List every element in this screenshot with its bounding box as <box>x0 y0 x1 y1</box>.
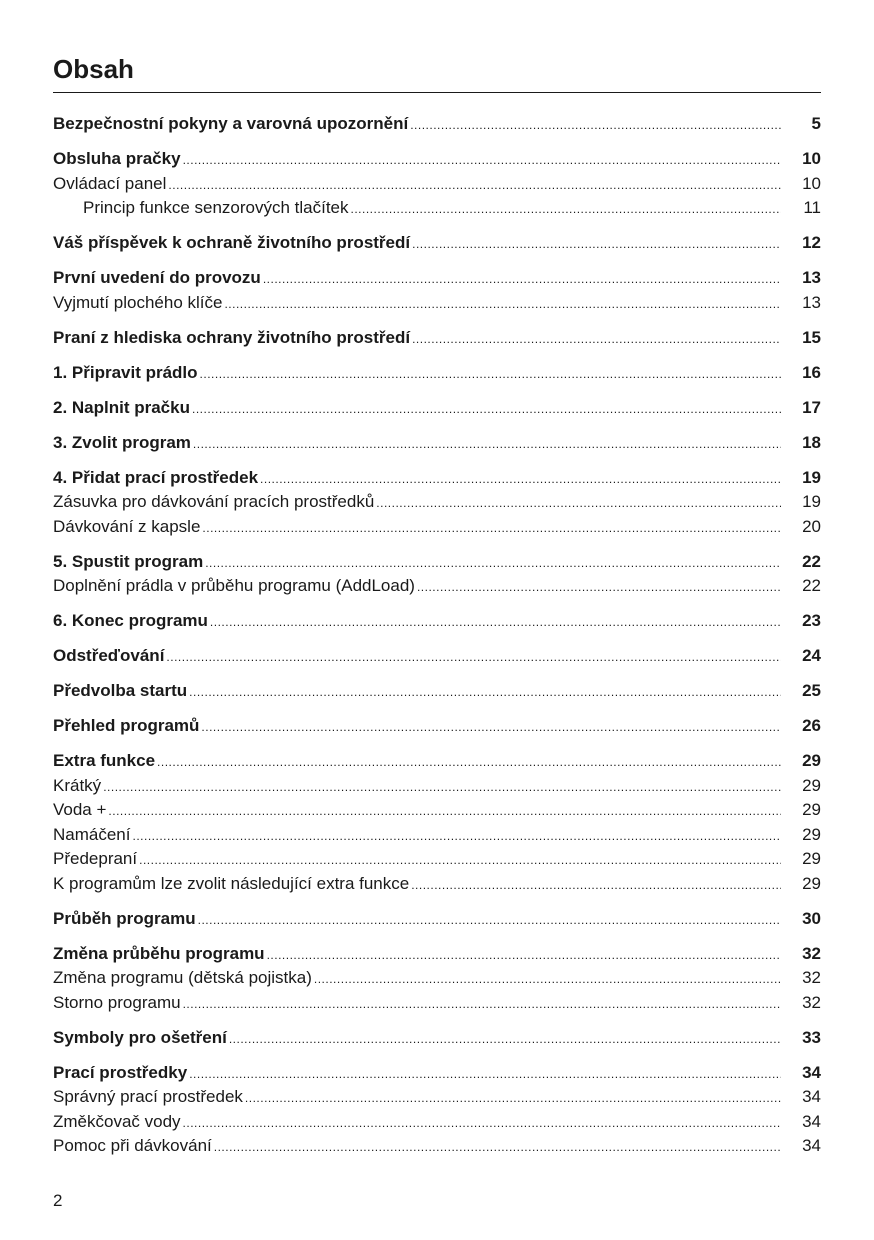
toc-entry-page: 5 <box>811 114 821 133</box>
dot-leader <box>208 609 781 635</box>
toc-entry <box>53 991 821 1016</box>
dot-leader <box>137 847 781 873</box>
dot-leader <box>312 966 781 992</box>
toc-entry-page: 23 <box>802 611 821 630</box>
dot-leader <box>164 644 781 670</box>
dot-leader <box>187 1061 781 1087</box>
toc-entry <box>53 966 821 991</box>
toc-entry-title: Obsluha pračky <box>53 149 181 168</box>
title-divider <box>53 92 821 93</box>
toc-entry-title: Namáčení <box>53 824 131 844</box>
toc-entry-title: Váš příspěvek k ochraně životního prostředí <box>53 233 411 252</box>
toc-entry-page: 32 <box>802 992 821 1012</box>
toc-entry-page: 20 <box>802 516 821 536</box>
dot-leader <box>265 942 781 968</box>
toc-entry-page: 34 <box>802 1136 821 1155</box>
toc-entry-page: 22 <box>802 576 821 595</box>
toc-entry-page: 24 <box>802 646 821 665</box>
toc-entry <box>53 609 821 634</box>
dot-leader <box>227 1026 781 1052</box>
toc-entry-title: Změna programu (dětská pojistka) <box>53 968 312 987</box>
toc-entry-page: 34 <box>802 1062 821 1082</box>
toc-entry-page: 25 <box>802 681 821 700</box>
toc-entry-title: Správný prací prostředek <box>53 1087 243 1106</box>
dot-leader <box>374 490 781 516</box>
toc-entry <box>53 515 821 540</box>
toc-entry-page: 29 <box>802 751 821 770</box>
dot-leader <box>106 798 781 824</box>
toc-entry <box>53 872 821 897</box>
toc-entry <box>53 644 821 669</box>
toc-entry-title: 2. Naplnit pračku <box>53 397 190 417</box>
toc-entry <box>53 550 821 575</box>
toc-entry-page: 19 <box>802 492 821 511</box>
dot-leader <box>198 361 781 387</box>
toc-entry-title: Princip funkce senzorových tlačítek <box>83 198 349 217</box>
toc-entry-title: Změkčovač vody <box>53 1111 181 1131</box>
toc-entry <box>53 847 821 872</box>
toc-entry-title: První uvedení do provozu <box>53 268 261 287</box>
dot-leader <box>155 749 781 775</box>
toc-entry-title: Předvolba startu <box>53 681 188 700</box>
toc-entry-page: 13 <box>802 268 821 287</box>
toc-entry-page: 34 <box>802 1087 821 1106</box>
toc-entry <box>53 147 821 172</box>
toc-entry-page: 16 <box>802 362 821 382</box>
toc-entry-page: 22 <box>802 551 821 571</box>
toc-entry-title: Prací prostředky <box>53 1062 188 1082</box>
toc-entry-title: Vyjmutí plochého klíče <box>53 292 223 312</box>
toc-entry-page: 29 <box>802 800 821 819</box>
table-of-contents <box>53 112 821 1159</box>
dot-leader <box>261 266 781 292</box>
toc-entry-title: Praní z hlediska ochrany životního prostředí <box>53 327 411 347</box>
toc-entry-page: 17 <box>802 397 821 417</box>
toc-entry-title: 4. Přidat prací prostředek <box>53 467 259 487</box>
toc-entry <box>53 196 821 221</box>
dot-leader <box>212 1134 781 1160</box>
toc-entry-title: 6. Konec programu <box>53 611 208 630</box>
toc-entry <box>53 291 821 316</box>
toc-entry <box>53 907 821 932</box>
toc-entry-title: Pomoc při dávkování <box>53 1136 212 1155</box>
toc-entry <box>53 266 821 291</box>
dot-leader <box>199 714 781 740</box>
toc-entry-page: 29 <box>802 824 821 844</box>
toc-entry <box>53 466 821 491</box>
toc-entry-page: 10 <box>802 149 821 168</box>
toc-entry <box>53 490 821 515</box>
dot-leader <box>408 112 781 138</box>
dot-leader <box>409 872 781 898</box>
toc-entry-title: Doplnění prádla v průběhu programu (AddLoad) <box>53 576 415 595</box>
toc-entry-page: 32 <box>802 968 821 987</box>
dot-leader <box>243 1085 781 1111</box>
toc-entry <box>53 112 821 137</box>
dot-leader <box>196 907 781 933</box>
toc-entry <box>53 823 821 848</box>
toc-entry <box>53 1110 821 1135</box>
toc-entry-title: Průběh programu <box>53 908 196 928</box>
toc-entry-title: 3. Zvolit program <box>53 432 191 452</box>
toc-entry-title: Extra funkce <box>53 751 156 770</box>
toc-entry <box>53 714 821 739</box>
toc-entry <box>53 774 821 799</box>
toc-entry <box>53 361 821 386</box>
dot-leader <box>191 431 781 457</box>
toc-entry-title: K programům lze zvolit následující extra funkce <box>53 873 410 893</box>
toc-entry <box>53 1085 821 1110</box>
toc-entry-title: Symboly pro ošetření <box>53 1027 227 1047</box>
dot-leader <box>203 550 781 576</box>
dot-leader <box>101 774 781 800</box>
toc-entry <box>53 1134 821 1159</box>
dot-leader <box>410 326 781 352</box>
toc-entry-page: 33 <box>802 1027 821 1047</box>
toc-entry <box>53 749 821 774</box>
page-title: Obsah <box>53 54 134 84</box>
dot-leader <box>200 515 781 541</box>
toc-entry-title: Předepraní <box>53 849 138 868</box>
toc-entry <box>53 326 821 351</box>
dot-leader <box>415 574 781 600</box>
dot-leader <box>181 991 781 1017</box>
dot-leader <box>187 679 781 705</box>
toc-entry-page: 12 <box>802 233 821 252</box>
toc-entry-title: Dávkování z kapsle <box>53 516 201 536</box>
toc-entry-page: 11 <box>803 198 821 217</box>
dot-leader <box>410 231 781 257</box>
dot-leader <box>166 172 781 198</box>
toc-entry-page: 26 <box>802 716 821 735</box>
toc-entry-title: Voda + <box>53 800 107 819</box>
toc-entry-title: Storno programu <box>53 992 181 1012</box>
toc-entry <box>53 172 821 197</box>
toc-entry-page: 29 <box>802 873 821 893</box>
toc-entry <box>53 231 821 256</box>
dot-leader <box>181 147 781 173</box>
toc-entry-page: 29 <box>802 849 821 868</box>
toc-entry-title: Přehled programů <box>53 716 200 735</box>
page-number: 2 <box>53 1191 63 1210</box>
toc-entry-title: 5. Spustit program <box>53 551 204 571</box>
toc-entry <box>53 798 821 823</box>
toc-entry-title: Ovládací panel <box>53 173 167 193</box>
dot-leader <box>130 823 781 849</box>
toc-entry-title: Bezpečnostní pokyny a varovná upozornění <box>53 114 409 133</box>
toc-entry-page: 19 <box>802 467 821 487</box>
toc-entry-page: 32 <box>802 943 821 963</box>
toc-entry-page: 13 <box>802 292 821 312</box>
toc-entry <box>53 942 821 967</box>
toc-entry-page: 34 <box>802 1111 821 1131</box>
toc-entry-page: 18 <box>802 432 821 452</box>
dot-leader <box>258 466 781 492</box>
toc-entry-title: Změna průběhu programu <box>53 943 265 963</box>
dot-leader <box>181 1110 781 1136</box>
dot-leader <box>349 196 781 222</box>
toc-entry <box>53 431 821 456</box>
toc-entry-title: Zásuvka pro dávkování pracích prostředků <box>53 492 375 511</box>
toc-entry-title: 1. Připravit prádlo <box>53 362 198 382</box>
toc-entry-page: 15 <box>802 327 821 347</box>
toc-entry-title: Odstřeďování <box>53 646 165 665</box>
toc-entry <box>53 574 821 599</box>
toc-entry-page: 10 <box>802 173 821 193</box>
dot-leader <box>222 291 781 317</box>
toc-entry <box>53 396 821 421</box>
toc-entry-page: 29 <box>802 775 821 795</box>
dot-leader <box>190 396 781 422</box>
toc-entry-page: 30 <box>802 908 821 928</box>
toc-entry <box>53 1026 821 1051</box>
toc-entry <box>53 679 821 704</box>
toc-entry <box>53 1061 821 1086</box>
toc-entry-title: Krátký <box>53 775 102 795</box>
